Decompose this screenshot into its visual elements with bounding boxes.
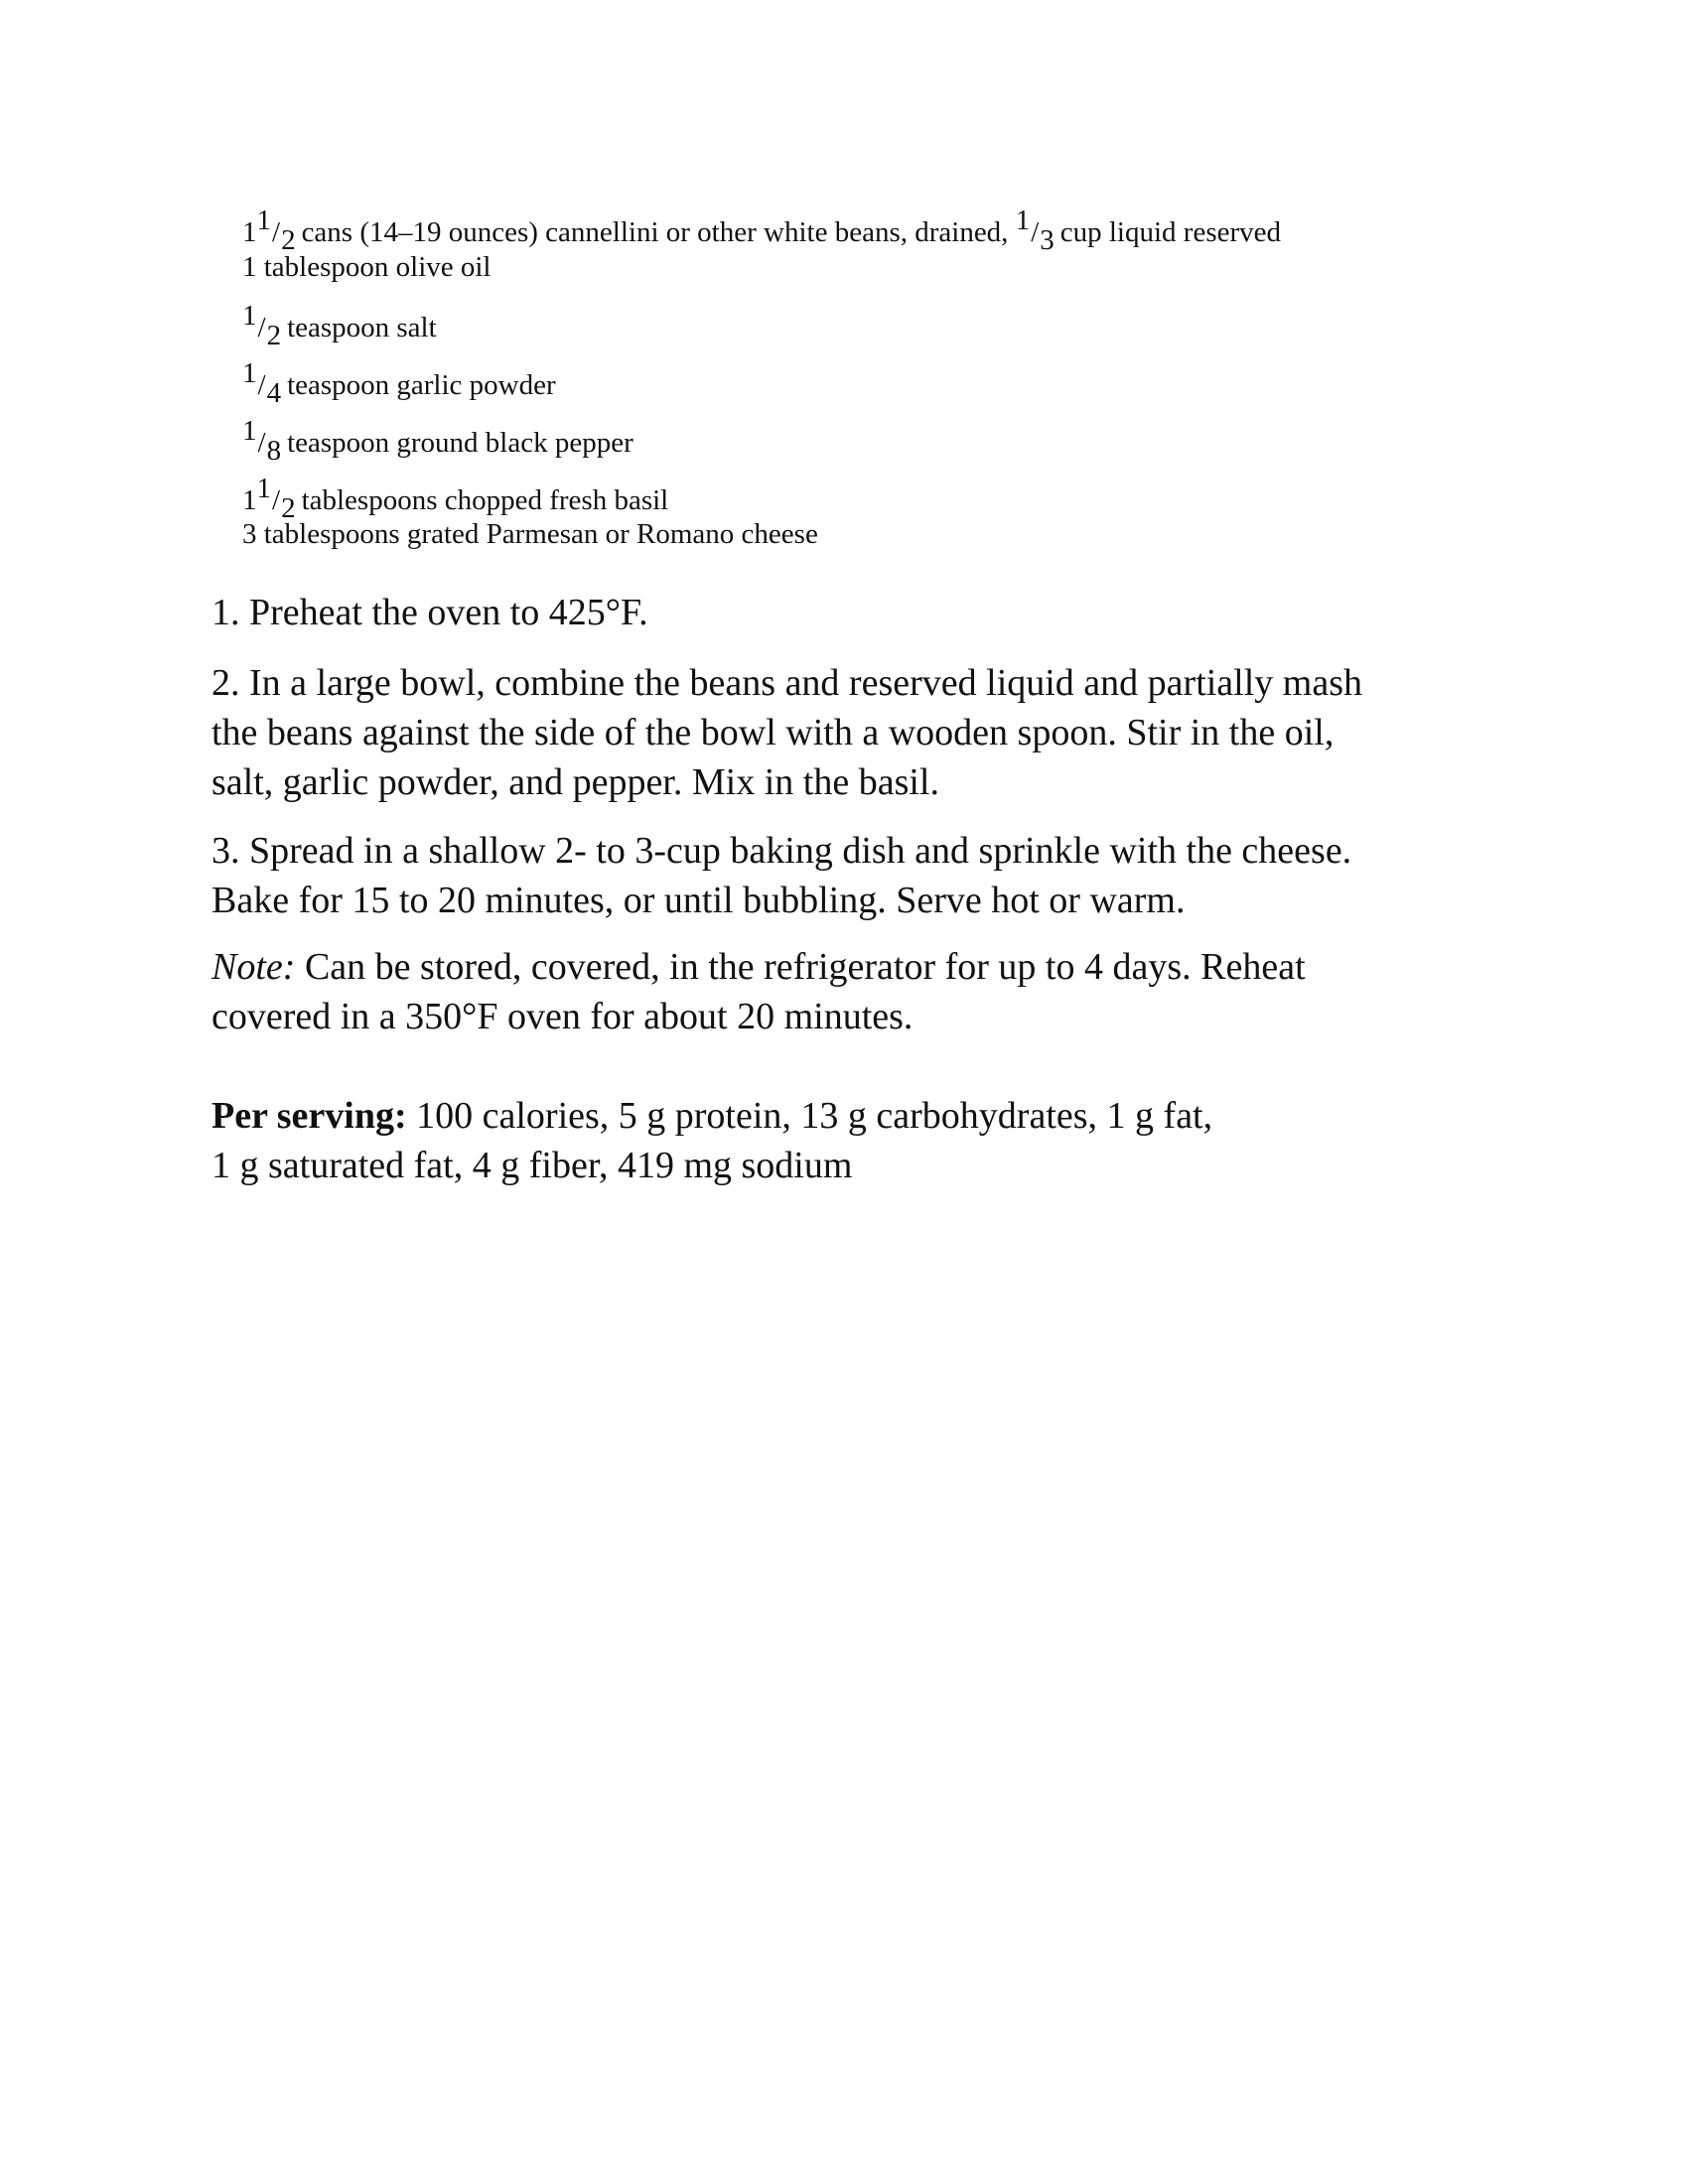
step-1 [211, 588, 1502, 637]
ingredient-black-pepper [242, 415, 633, 468]
fraction: 1/2 [242, 300, 282, 351]
nutrition-label: Per serving: [211, 1095, 407, 1137]
nutrition-text: 100 calories, 5 g protein, 13 g carbohydrates, 1 g fat, [406, 1095, 1213, 1137]
nutrition-info [211, 1091, 1502, 1190]
step-line: the beans against the side of the bowl with a wooden spoon. Stir in the oil, [211, 712, 1335, 753]
note-text: Can be stored, covered, in the refrigerator for up to 4 days. Reheat [295, 946, 1306, 988]
note-line: covered in a 350°F oven for about 20 minutes. [211, 996, 914, 1037]
note [211, 942, 1502, 1041]
ingredient-text: teaspoon ground black pepper [287, 427, 633, 459]
fraction: 1/3 [1015, 205, 1055, 256]
ingredient-beans [242, 205, 1281, 257]
ingredient-text: 1 tablespoon olive oil [242, 251, 492, 283]
ingredient-text: teaspoon garlic powder [287, 369, 556, 401]
fraction: 1/8 [242, 415, 282, 467]
step-line: 1. Preheat the oven to 425°F. [211, 592, 648, 633]
step-line: 3. Spread in a shallow 2- to 3-cup baking dish and sprinkle with the cheese. [211, 830, 1352, 872]
ingredient-whole: 1 [242, 484, 257, 516]
step-line: salt, garlic powder, and pepper. Mix in the basil. [211, 761, 939, 803]
note-label: Note: [211, 946, 296, 988]
ingredient-salt [242, 300, 437, 352]
nutrition-line: 1 g saturated fat, 4 g fiber, 419 mg sodium [211, 1145, 853, 1186]
step-line: 2. In a large bowl, combine the beans and reserved liquid and partially mash [211, 662, 1362, 704]
ingredient-text: cans (14–19 ounces) cannellini or other white beans, drained, [301, 216, 1009, 248]
note-line [211, 942, 1502, 992]
fraction: 1/2 [256, 473, 296, 524]
nutrition-line [211, 1091, 1502, 1141]
ingredient-text: teaspoon salt [287, 312, 437, 343]
ingredient-cheese [242, 518, 818, 551]
ingredient-whole: 1 [242, 216, 257, 248]
ingredient-text: 3 tablespoons grated Parmesan or Romano cheese [242, 518, 818, 550]
step-3 [211, 826, 1502, 925]
step-2 [211, 658, 1502, 807]
step-line: Bake for 15 to 20 minutes, or until bubbling. Serve hot or warm. [211, 880, 1186, 921]
fraction: 1/4 [242, 357, 282, 409]
ingredient-garlic-powder [242, 357, 556, 410]
ingredient-text: tablespoons chopped fresh basil [301, 484, 669, 516]
ingredient-text: cup liquid reserved [1059, 216, 1282, 248]
ingredient-olive-oil [242, 251, 492, 284]
fraction: 1/2 [256, 205, 296, 256]
